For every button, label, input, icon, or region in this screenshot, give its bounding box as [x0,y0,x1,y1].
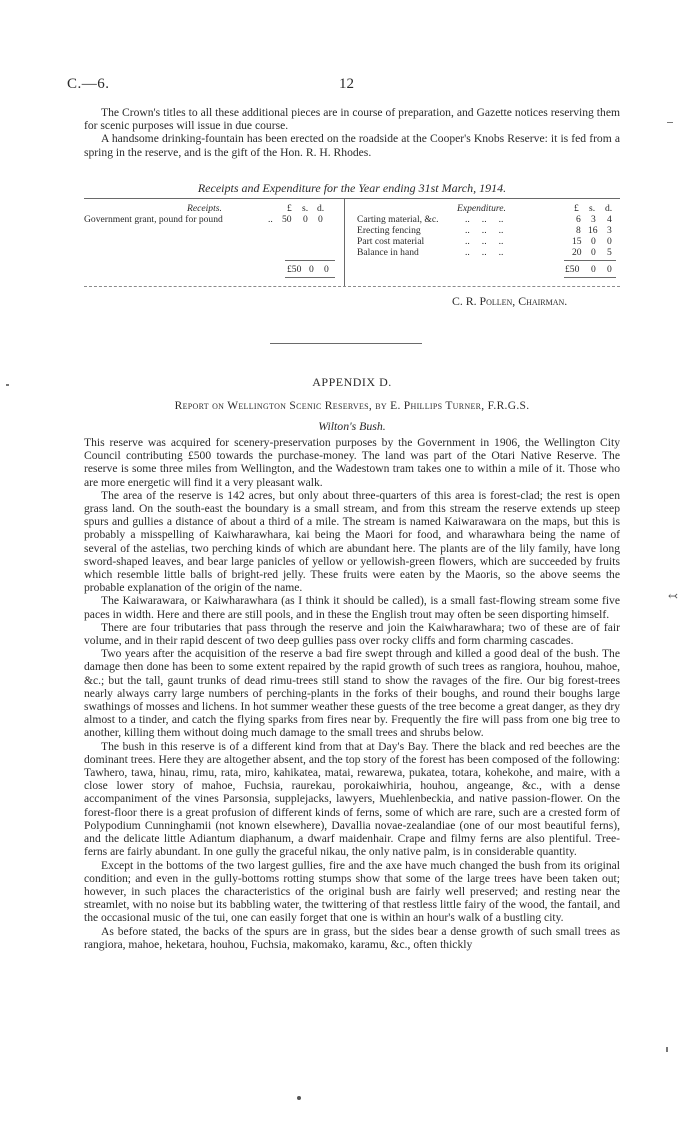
expenditure-total-rule [564,260,616,261]
document-reference: C.—6. [67,76,110,92]
intro-paragraph-2: A handsome drinking-fountain has been erected on the roadside at the Cooper's Knobs Reserve: it is fed from a spring in the reserve, and is the gift of the Hon. R. H. Rhodes. [84,132,620,159]
receipts-total-pence: 0 [324,264,329,275]
expenditure-label: Erecting fencing [357,225,421,236]
expenditure-shillings: 16 [588,225,598,236]
expenditure-pence: 0 [607,236,612,247]
receipt-shillings: 0 [303,214,308,225]
receipt-dots: .. [268,214,273,225]
expenditure-label: Carting material, &c. [357,214,439,225]
expenditure-pounds: 20 [572,247,582,258]
table-column-divider [344,198,345,286]
page-number: 12 [339,76,354,92]
report-paragraph: There are four tributaries that pass through the reserve and join the Kaiwharawhara; two of these are of fair volume, and in their rapid descent of two deep gullies pass over rocky cliffs and form charming cascades. [84,620,620,648]
receipt-label: Government grant, pound for pound [84,214,223,225]
receipts-total-pounds: £50 [287,264,302,275]
expenditure-pence: 3 [607,225,612,236]
receipts-total-underline [285,277,335,278]
expenditure-shillings: 3 [591,214,596,225]
report-paragraph: This reserve was acquired for scenery-preservation purposes by the Government in 1906, the Wellington City Council contributing £500 towards the purchase-money. The land was part of the Otari Native Reserve. The reserve is some three miles from Wellington, and the Wadestown tram takes one to within a mile of it. Those who are more energetic will find it a very pleasant walk. [84,436,620,489]
report-paragraph: The Kaiwarawara, or Kaiwharawhara (as I think it should be called), is a small fast-flowing stream some five paces in width. Here and there are still pools, and in these the English trout may often be seen disporting himself. [84,594,620,621]
table-title: Receipts and Expenditure for the Year ending 31st March, 1914. [197,181,507,195]
expenditure-row [357,225,620,236]
expenditure-column [357,203,620,258]
margin-tick-right [667,122,673,123]
receipts-total [84,264,342,275]
report-paragraph: Two years after the acquisition of the reserve a bad fire swept through and killed a good deal of the bush. The damage then done has been to some extent repaired by the rapid growth of such trees as rangiora, houhou, mahoe, &c.; but the tall, gaunt trunks of dead rimu-trees still stand to show the ravages of the fire. Our big forest-trees nearly always carry large numbers of perching-plants in the forks of their boughs, and round their boughs large swathings of mosses and lichens. In hot summer weather these guests of the tree become a great danger, as they dry almost to a tinder, and catch the flying sparks from fires near by. Frequently the fire will pass from one big tree to another, killing them without doing much damage to the small trees and shrubs below. [84,647,620,740]
expenditure-dots: .. .. .. [465,236,504,247]
appendix-subheading: Report on Wellington Scenic Reserves, by E. Phillips Turner, F.R.G.S. [174,400,530,412]
expenditure-pence: 4 [607,214,612,225]
expenditure-row [357,236,620,247]
expenditure-pounds: 6 [576,214,581,225]
report-paragraph: Except in the bottoms of the two largest gullies, fire and the axe have much changed the bush from its original condition; and even in the gully-bottoms rotting stumps show that some of the large trees have been taken out; however, in such places the characteristics of the original bush are fairly well preserved; and resting near the streamlet, with no noise but its babbling water, the twittering of that restless little fairy of the wood, the fantail, and the occasional music of the tui, one can easily forget that one is within an hour's walk of a bustling city. [84,858,620,925]
expenditure-dots: .. .. .. [465,214,504,225]
expenditure-label: Part cost material [357,236,425,247]
receipt-row [84,214,342,225]
expenditure-pence-head: d. [605,203,613,214]
expenditure-pence: 5 [607,247,612,258]
appendix-heading: APPENDIX D. [312,375,392,389]
receipt-pence: 0 [318,214,323,225]
expenditure-total-pounds: £50 [565,264,580,275]
table-top-rule [84,198,620,199]
report-paragraph: The area of the reserve is 142 acres, but only about three-quarters of this area is forest-clad; the rest is open grass land. On the south-east the boundary is a small stream, and from this stream the reserve extends up steep spurs and gullies a distance of about a third of a mile. The stream is named Kaiwarawara on the maps, but this is probably a misspelling of Kaiwharawhara, kai being the Maori for food, and wharawhara being the name of several of the astelias, two perching kinds of which are abundant here. The plants are of the lily family, have long sword-shaped leaves, and bear large panicles of yellow or yellowish-green flowers, which are succeeded by fruits which resemble little balls of bright-red jelly. These fruits were eaten by the Maoris, so the above seems the probable explanation of the origin of the name. [84,488,620,595]
receipts-pence-head: d. [317,203,325,214]
intro-section [84,106,620,159]
expenditure-dots: .. .. .. [465,225,504,236]
expenditure-pounds: 15 [572,236,582,247]
receipts-total-shillings: 0 [309,264,314,275]
chairman-signature: C. R. Pollen, Chairman. [452,294,568,308]
expenditure-heading: Expenditure. [457,203,506,214]
receipt-pounds: 50 [282,214,292,225]
expenditure-total-shillings: 0 [591,264,596,275]
margin-dot-left [6,384,9,386]
expenditure-shillings: 0 [591,236,596,247]
receipts-total-rule [285,260,335,261]
receipts-heading: Receipts. [187,203,222,214]
expenditure-dots: .. .. .. [465,247,504,258]
margin-arrow-mark: ↢ [668,589,679,603]
report-paragraph: As before stated, the backs of the spurs are in grass, but the sides bear a dense growth of such small trees as rangiora, mahoe, heketara, houhou, Fuchsia, makomako, karamu, &c., often thickly [84,924,620,951]
intro-paragraph-1: The Crown's titles to all these additional pieces are in course of preparation, and Gazette notices reserving them for scenic purposes will issue in due course. [84,106,620,133]
table-bottom-rule [84,286,620,287]
section-title: Wilton's Bush. [318,419,386,433]
expenditure-total-underline [564,277,616,278]
expenditure-total [357,264,620,275]
report-body [84,436,620,951]
page-bottom-dot [297,1096,301,1100]
expenditure-label: Balance in hand [357,247,419,258]
expenditure-row [357,214,620,225]
receipts-shilling-head: s. [302,203,309,214]
receipts-pound-head: £ [287,203,292,214]
expenditure-row [357,247,620,258]
receipts-column [84,203,342,225]
expenditure-total-pence: 0 [607,264,612,275]
expenditure-pound-head: £ [574,203,579,214]
expenditure-shilling-head: s. [589,203,596,214]
report-paragraph: The bush in this reserve is of a different kind from that at Day's Bay. There the black and red beeches are the dominant trees. Here they are altogether absent, and the top story of the forest has been composed of the following: Tawhero, tawa, hinau, rimu, rata, miro, kahikatea, matai, rewarewa, pukatea, totara, kohekohe, and maire, with a close lower story of mahoe, Fuchsia, raurekau, porokaiwhiria, houhou, angeange, &c., with a dense accompaniment of the vines Parsonsia, supplejacks, lawyers, Muehlenbeckia, and native passion-flower. On the forest-floor there is a great profusion of different kinds of ferns, some of which are rare, such are a crested form of Polypodium Cunninghamii (not known elsewhere), Davallia novae-zealandiae (one of our most beautiful ferns), and the delicate little Adiantum diaphanum, a dwarf maidenhair. Crape and filmy ferns are also plentiful. Tree-ferns are fairly abundant. In one gully the graceful nikau, the only native palm, is in considerable quantity. [84,739,620,859]
expenditure-shillings: 0 [591,247,596,258]
section-separator [270,343,422,344]
margin-tick-lower-right [666,1047,668,1052]
expenditure-pounds: 8 [576,225,581,236]
